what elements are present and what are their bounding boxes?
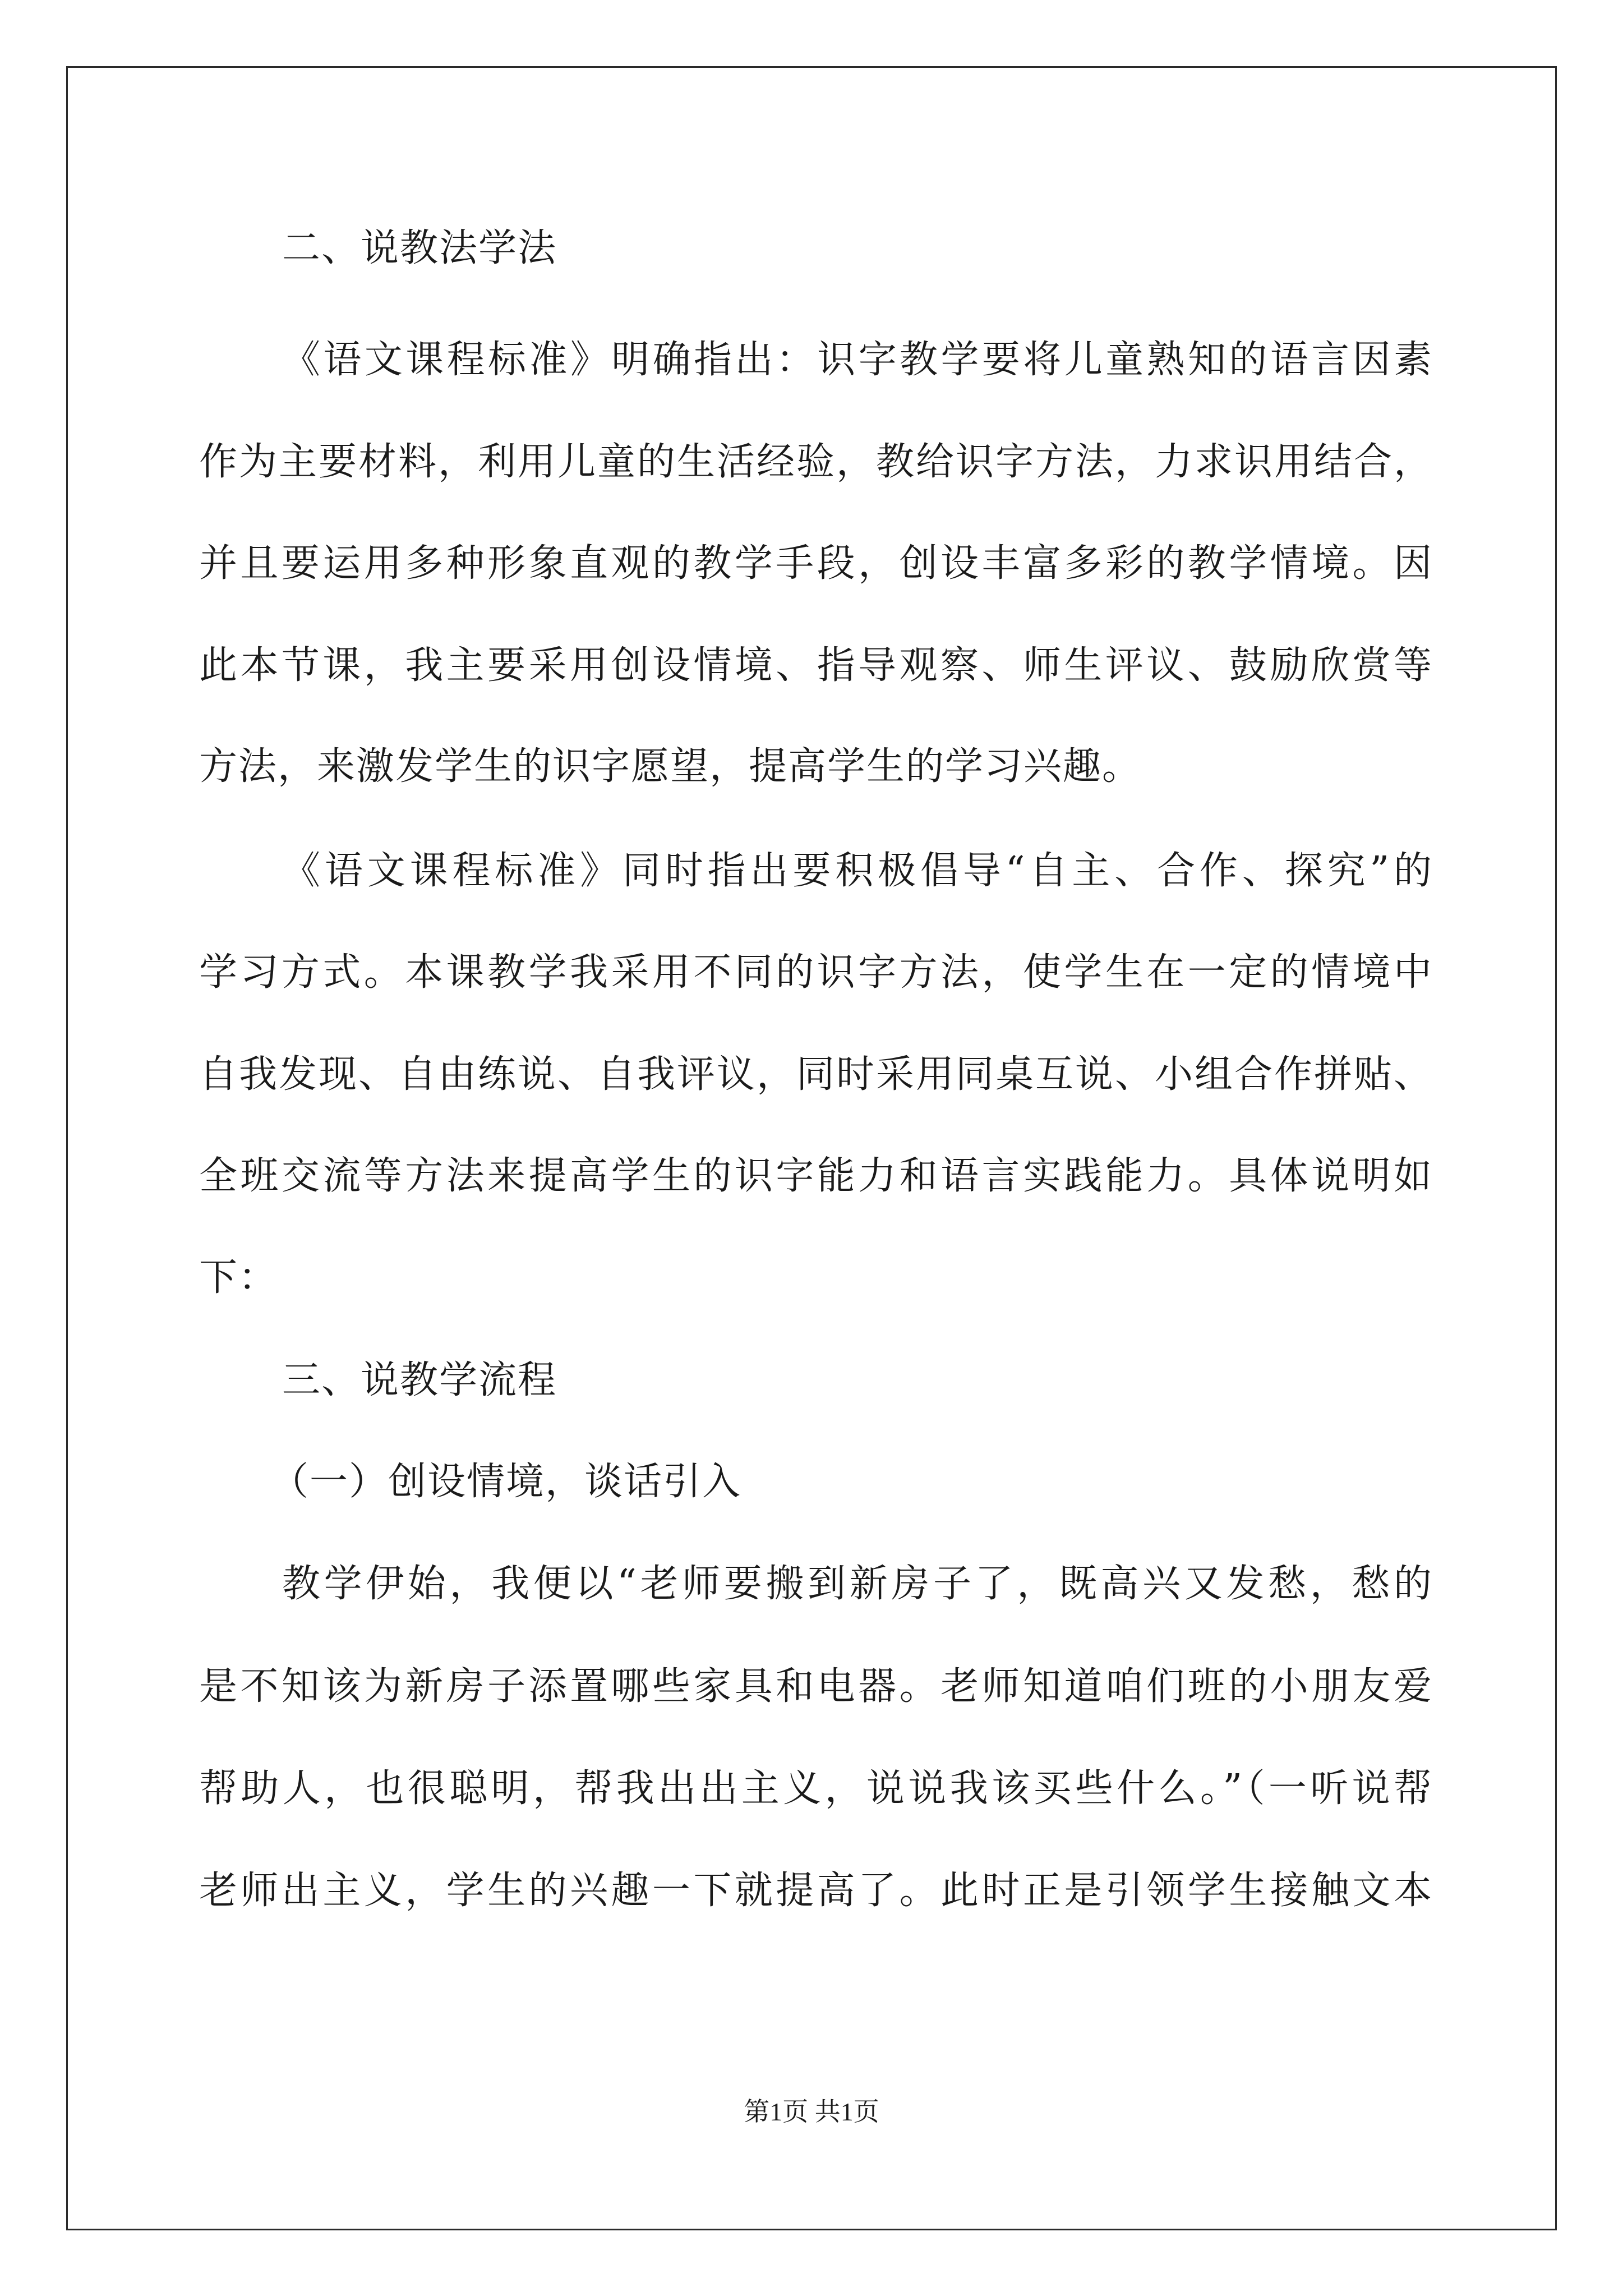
- paragraph-line: 作为主要材料，利用儿童的生活经验，教给识字方法，力求识用结合，: [199, 440, 1433, 484]
- page-footer: 第1页 共1页: [744, 2097, 879, 2126]
- paragraph-line: 是不知该为新房子添置哪些家具和电器。老师知道咱们班的小朋友爱: [199, 1664, 1433, 1709]
- paragraph-line: 学习方式。本课教学我采用不同的识字方法，使学生在一定的情境中: [199, 950, 1433, 995]
- paragraph-line: 自我发现、自由练说、自我评议，同时采用同桌互说、小组合作拼贴、: [199, 1052, 1433, 1097]
- paragraph-line: 并且要运用多种形象直观的教学手段，创设丰富多彩的教学情境。因: [199, 541, 1433, 586]
- paragraph-line: 此本节课，我主要采用创设情境、指导观察、师生评议、鼓励欣赏等: [199, 643, 1433, 688]
- paragraph-line: 帮助人，也很聪明，帮我出出主义，说说我该买些什么。”（一听说帮: [199, 1766, 1433, 1811]
- section-heading: 三、说教学流程: [282, 1358, 557, 1402]
- subsection-heading: （一）创设情境，谈话引入: [270, 1460, 742, 1504]
- paragraph-line: 老师出主义，学生的兴趣一下就提高了。此时正是引领学生接触文本: [199, 1869, 1433, 1913]
- paragraph-line: 《语文课程标准》同时指出要积极倡导“自主、合作、探究”的: [282, 849, 1433, 893]
- paragraph-line: 《语文课程标准》明确指出：识字教学要将儿童熟知的语言因素: [282, 338, 1433, 382]
- paragraph-line: 方法，来激发学生的识字愿望，提高学生的学习兴趣。: [199, 744, 1142, 789]
- paragraph-line: 下：: [199, 1255, 278, 1300]
- paragraph-line: 教学伊始，我便以“老师要搬到新房子了，既高兴又发愁，愁的: [282, 1562, 1433, 1606]
- section-heading: 二、说教法学法: [282, 226, 557, 270]
- paragraph-line: 全班交流等方法来提高学生的识字能力和语言实践能力。具体说明如: [199, 1154, 1433, 1198]
